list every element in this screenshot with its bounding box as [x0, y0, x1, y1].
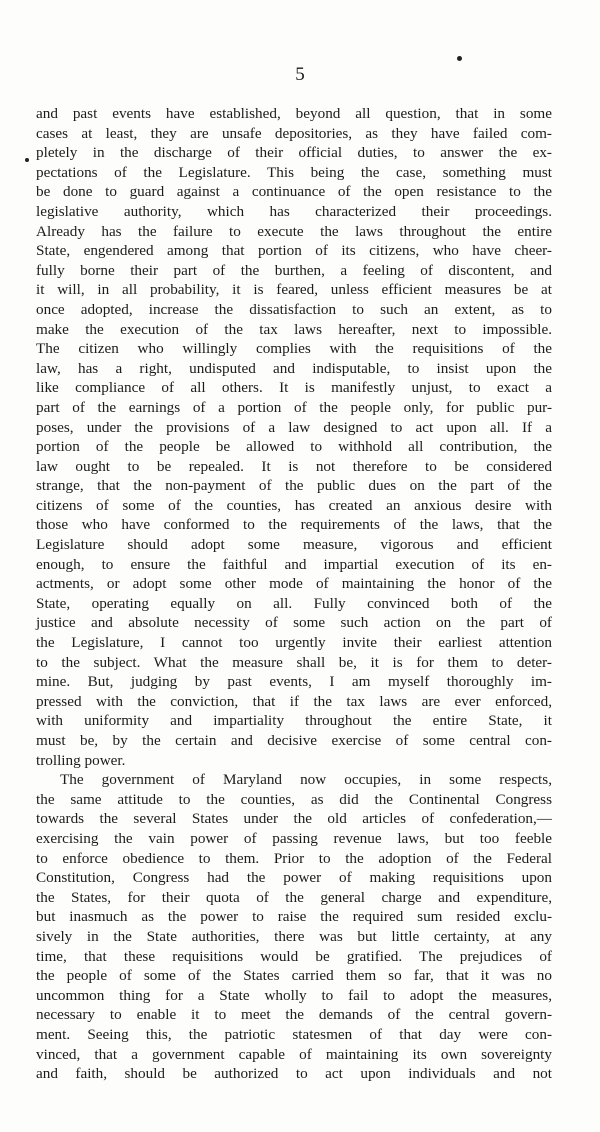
- text-line: ment. Seeing this, the patriotic statesmen of that day were con-: [36, 1025, 552, 1043]
- text-line: law ought to be repealed. It is not therefore to be considered: [36, 457, 552, 475]
- text-line: mine. But, judging by past events, I am myself thoroughly im-: [36, 673, 552, 691]
- text-line: necessary to enable it to meet the demands of the central govern-: [36, 1006, 552, 1024]
- text-line: towards the several States under the old articles of confederation,—: [36, 810, 552, 828]
- text-line: sively in the State authorities, there was but little certainty, at any: [36, 927, 552, 945]
- text-line: pletely in the discharge of their official duties, to answer the ex-: [36, 144, 552, 162]
- text-line: it will, in all probability, it is feared, unless efficient measures be at: [36, 281, 552, 299]
- text-line: the same attitude to the counties, as did the Continental Congress: [36, 790, 552, 808]
- page-number: 5: [295, 64, 305, 85]
- text-line: State, engendered among that portion of its citizens, who have cheer-: [36, 242, 552, 260]
- ink-speck-top-right: [457, 56, 462, 61]
- text-line: justice and absolute necessity of some such action on the part of: [36, 614, 552, 632]
- text-line: fully borne their part of the burthen, a feeling of discontent, and: [36, 261, 552, 279]
- text-line: law, has a right, undisputed and indisputable, to insist upon the: [36, 359, 552, 377]
- text-line: portion of the people be allowed to withhold all contribution, the: [36, 438, 552, 456]
- text-line: the people of some of the States carried them so far, that it was no: [36, 967, 552, 985]
- text-line: the States, for their quota of the general charge and expenditure,: [36, 888, 552, 906]
- text-line: poses, under the provisions of a law designed to act upon all. If a: [36, 418, 552, 436]
- text-line: but inasmuch as the power to raise the required sum resided exclu-: [36, 908, 552, 926]
- text-line: those who have conformed to the requirements of the laws, that the: [36, 516, 552, 534]
- text-line: cases at least, they are unsafe depositories, as they have failed com-: [36, 124, 552, 142]
- text-line: time, that these requisitions would be gratified. The prejudices of: [36, 947, 552, 965]
- text-line: uncommon thing for a State wholly to fail to adopt the measures,: [36, 986, 552, 1004]
- text-line: pectations of the Legislature. This being the case, something must: [36, 163, 552, 181]
- text-line: to enforce obedience to them. Prior to the adoption of the Federal: [36, 849, 552, 867]
- text-line: citizens of some of the counties, has created an anxious desire with: [36, 496, 552, 514]
- text-line: vinced, that a government capable of maintaining its own sovereignty: [36, 1045, 552, 1063]
- text-line: be done to guard against a continuance of the open resistance to the: [36, 183, 552, 201]
- text-line: Already has the failure to execute the laws throughout the entire: [36, 222, 552, 240]
- text-line: part of the earnings of a portion of the people only, for public pur-: [36, 398, 552, 416]
- text-line: the Legislature, I cannot too urgently invite their earliest attention: [36, 634, 552, 652]
- text-line: and faith, should be authorized to act upon individuals and not: [36, 1065, 552, 1083]
- text-line: once adopted, increase the dissatisfaction to such an extent, as to: [36, 300, 552, 318]
- text-line: to the subject. What the measure shall be, it is for them to deter-: [36, 653, 552, 671]
- text-line: with uniformity and impartiality throughout the entire State, it: [36, 712, 552, 730]
- text-line: legislative authority, which has characterized their proceedings.: [36, 202, 552, 220]
- text-line: like compliance of all others. It is manifestly unjust, to exact a: [36, 379, 552, 397]
- text-line: strange, that the non-payment of the public dues on the part of the: [36, 477, 552, 495]
- text-line-paragraph-end: trolling power.: [36, 751, 126, 769]
- body-text: [36, 104, 552, 1084]
- text-line: The citizen who willingly complies with the requisitions of the: [36, 340, 552, 358]
- ink-speck-left-margin: [25, 158, 29, 162]
- text-line: actments, or adopt some other mode of maintaining the honor of the: [36, 575, 552, 593]
- text-line-paragraph-start: The government of Maryland now occupies, in some respects,: [60, 771, 552, 789]
- text-line: enough, to ensure the faithful and impartial execution of its en-: [36, 555, 552, 573]
- text-line: Constitution, Congress had the power of making requisitions upon: [36, 869, 552, 887]
- text-line: and past events have established, beyond all question, that in some: [36, 105, 552, 122]
- text-line: make the execution of the tax laws hereafter, next to impossible.: [36, 320, 552, 338]
- text-line: exercising the vain power of passing revenue laws, but too feeble: [36, 829, 552, 847]
- text-line: State, operating equally on all. Fully convinced both of the: [36, 594, 552, 612]
- text-line: Legislature should adopt some measure, vigorous and efficient: [36, 536, 552, 554]
- text-line: must be, by the certain and decisive exercise of some central con-: [36, 732, 552, 749]
- text-line: pressed with the conviction, that if the tax laws are ever enforced,: [36, 692, 552, 710]
